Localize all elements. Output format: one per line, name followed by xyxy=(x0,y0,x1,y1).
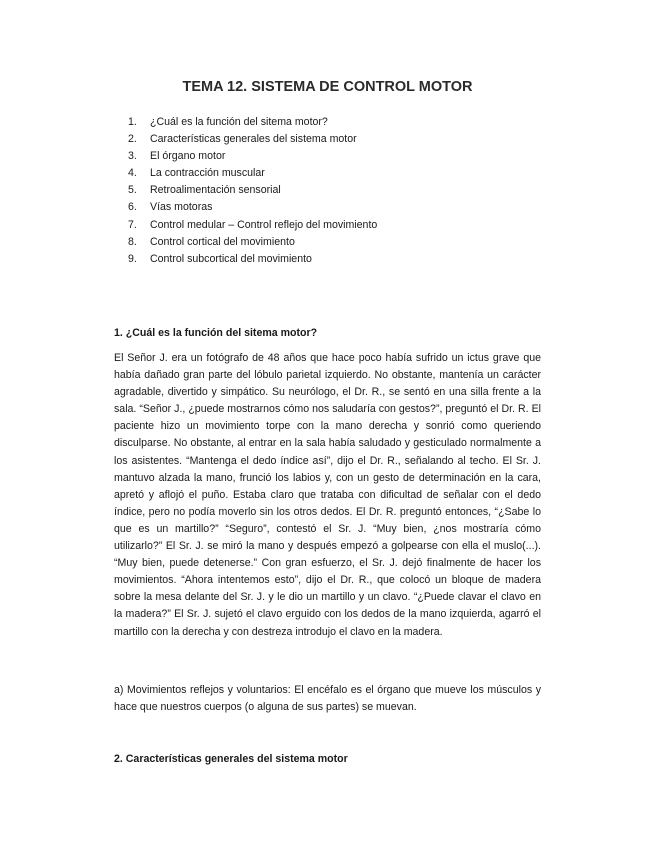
toc-number: 2. xyxy=(128,133,137,146)
toc-item xyxy=(128,148,377,165)
toc-label: Control cortical del movimiento xyxy=(150,235,295,248)
toc-item xyxy=(128,131,377,148)
toc-item xyxy=(128,182,377,199)
toc-number: 8. xyxy=(128,235,137,248)
toc-item xyxy=(128,199,377,216)
toc-number: 6. xyxy=(128,201,137,214)
toc-number: 7. xyxy=(128,218,137,231)
page-title: TEMA 12. SISTEMA DE CONTROL MOTOR xyxy=(182,79,473,95)
toc-item xyxy=(128,114,377,131)
toc-label: ¿Cuál es la función del sitema motor? xyxy=(150,116,328,128)
toc-number: 5. xyxy=(128,184,137,197)
section-1-paragraph-2: a) Movimientos reflejos y voluntarios: El encéfalo es el órgano que mueve los músculos y hace que nuestros cuerpos (o alguna de sus partes) se muevan. xyxy=(114,684,541,714)
toc-item xyxy=(128,165,377,182)
section-2-heading: 2. Características generales del sistema motor xyxy=(114,753,348,765)
toc-number: 4. xyxy=(128,167,137,180)
table-of-contents xyxy=(128,114,377,268)
toc-item xyxy=(128,217,377,234)
toc-label: Vías motoras xyxy=(150,201,213,214)
toc-label: El órgano motor xyxy=(150,150,226,163)
toc-label: Control medular – Control reflejo del movimiento xyxy=(150,218,378,231)
toc-number: 9. xyxy=(128,252,137,265)
toc-item xyxy=(128,234,377,251)
section-1-paragraph-1: El Señor J. era un fotógrafo de 48 años que hace poco había sufrido un ictus grave que había dañado gran parte del lóbulo parietal izquierdo. No obstante, mantenía un carácter agradable, divertido y simpático. Su neurólogo, el Dr. R., se sentó en una silla frente a la sala. “Señor J., ¿puede mostrarnos cómo nos saludaría con gestos?”, preguntó el Dr. R. El paciente hizo un movimiento torpe con la mano derecha y sonrió como queriendo disculparse. No obstante, al entrar en la sala había saludado y gesticulado normalmente a los asistentes. “Mantenga el dedo índice así”, dijo el Dr. R., señalando al techo. El Sr. J. mantuvo alzada la mano, frunció los labios y, con un gesto de determinación en la cara, apretó y aflojó el puño. Estaba claro que trataba con dificultad de señalar con el dedo índice, pero no podía moverlo sin los otros dedos. El Dr. R. preguntó entonces, “¿Sabe lo que es un martillo?” “Seguro”, contestó el Sr. J. “Muy bien, ¿nos mostraría cómo utilizarlo?” El Sr. J. se miró la mano y después empezó a golpearse con ella el muslo(...). “Muy bien, puede detenerse.” Con gran esfuerzo, el Sr. J. dejó finalmente de hacer los movimientos. “Ahora intentemos esto”, dijo el Dr. R., que colocó un bloque de madera sobre la mesa delante del Sr. J. y le dio un martillo y un clavo. “¿Puede clavar el clavo en la madera?” El Sr. J. sujetó el clavo erguido con los dedos de la mano izquierda, agarró el martillo con la derecha y con destreza introdujo el clavo en la madera. xyxy=(114,352,541,638)
toc-label: Características generales del sistema motor xyxy=(150,133,357,146)
toc-label: La contracción muscular xyxy=(150,167,265,180)
section-1-heading: 1. ¿Cuál es la función del sitema motor? xyxy=(114,327,318,339)
toc-number: 3. xyxy=(128,150,137,163)
toc-label: Control subcortical del movimiento xyxy=(150,252,312,265)
toc-number: 1. xyxy=(128,116,137,128)
toc-label: Retroalimentación sensorial xyxy=(150,184,281,197)
toc-item xyxy=(128,251,377,268)
